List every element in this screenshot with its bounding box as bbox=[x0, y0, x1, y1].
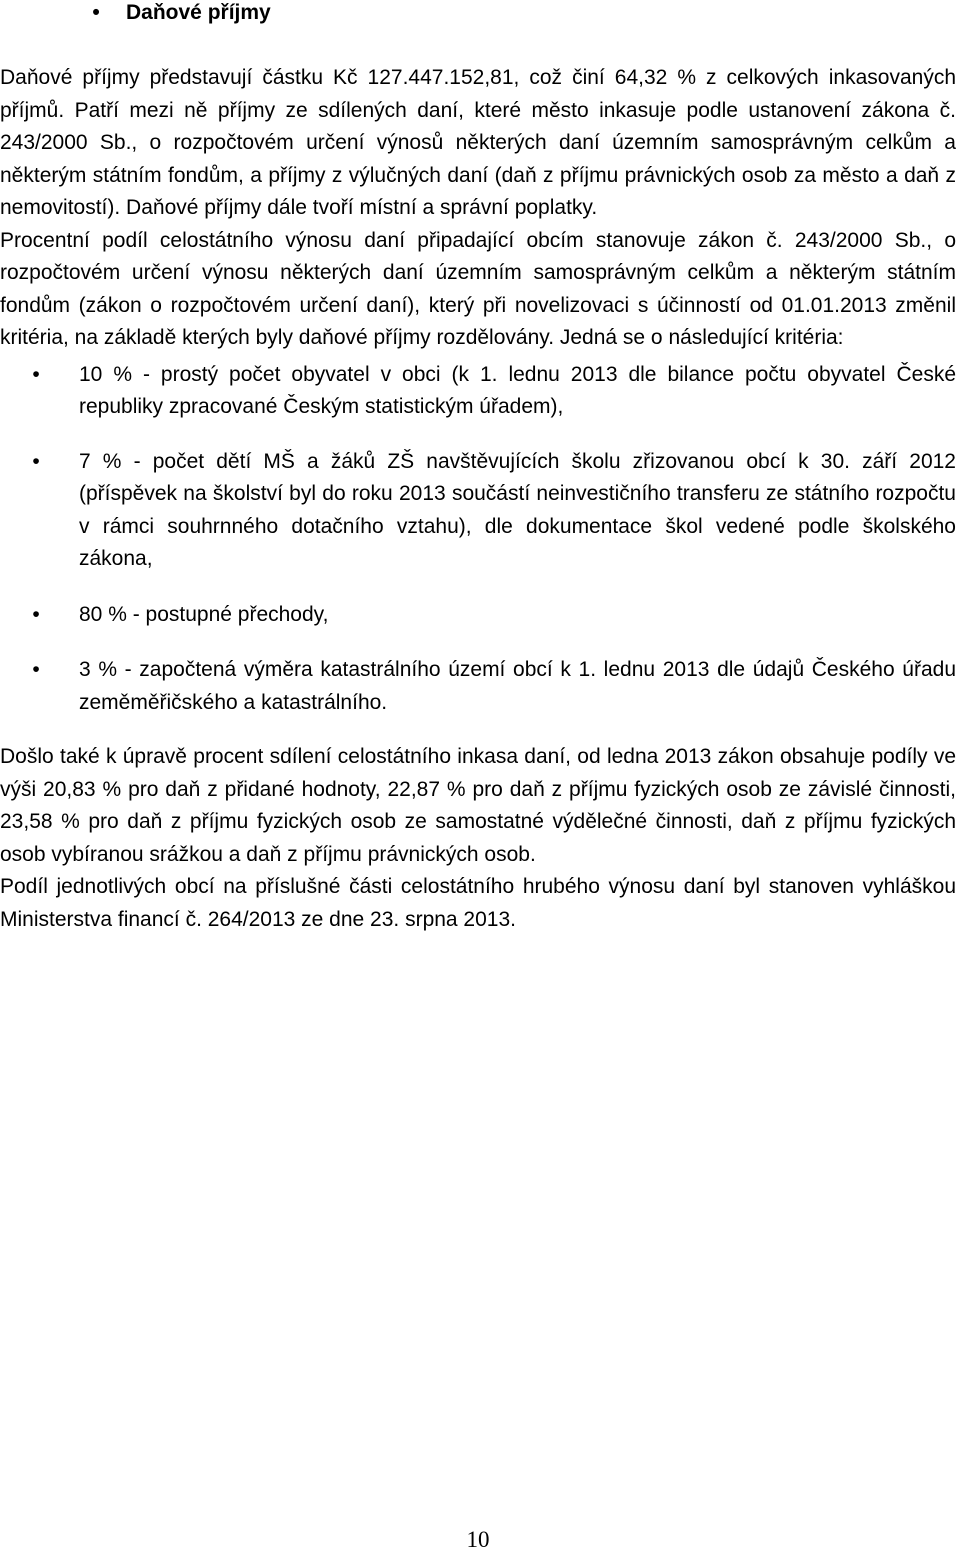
bullet-dot: • bbox=[32, 362, 40, 386]
criteria-item bbox=[0, 599, 956, 632]
criteria-text: 3 % - započtená výměra katastrálního území obcí k 1. lednu 2013 dle údajů Českého úřadu zeměměřičského a katastrálního. bbox=[79, 658, 956, 714]
page-number: 10 bbox=[466, 1527, 490, 1552]
paragraph-tax-sharing-update: Došlo také k úpravě procent sdílení celostátního inkasa daní, od ledna 2013 zákon obsahuje podíly ve výši 20,83 % pro daň z přidané hodnoty, 22,87 % pro daň z příjmu fyzických osob ze závislé činnosti, 23,58 % pro daň z příjmu fyzických osob ze samostatné výdělečné činnosti, daň z příjmu fyzických osob vybíranou srážkou a daň z příjmu právnických osob. bbox=[0, 745, 956, 866]
criteria-text: 10 % - prostý počet obyvatel v obci (k 1. lednu 2013 dle bilance počtu obyvatel České republiky zpracované Českým statistickým úřadem), bbox=[79, 362, 956, 418]
criteria-item bbox=[0, 359, 956, 424]
paragraph-percentage-share-law: Procentní podíl celostátního výnosu daní připadající obcím stanovuje zákon č. 243/2000 Sb., o rozpočtovém určení výnosu některých daní územním samosprávným celkům a některým státním fondům (zákon o rozpočtovém určení daní), který při novelizovaci s účinností od 01.01.2013 změnil kritéria, na základě kterých byly daňové příjmy rozdělovány. Jedná se o následující kritéria: bbox=[0, 228, 956, 349]
bullet-dot: • bbox=[32, 658, 40, 681]
criteria-item bbox=[0, 446, 956, 576]
paragraph-tax-income-summary: Daňové příjmy představují částku Kč 127.447.152,81, což činí 64,32 % z celkových inkasovaných příjmů. Patří mezi ně příjmy ze sdílených daní, které město inkasuje podle ustanovení zákona č. 243/2000 Sb., o rozpočtovém určení výnosů některých daní územním samosprávným celkům a některým státním fondům, a příjmy z výlučných daní (daň z příjmu právnických osob za město a daň z nemovitostí). Daňové příjmy dále tvoří místní a správní poplatky. bbox=[0, 66, 956, 219]
bullet-dot: • bbox=[32, 449, 40, 473]
body-text bbox=[0, 62, 956, 936]
criteria-text: 7 % - počet dětí MŠ a žáků ZŠ navštěvujících školu zřizovanou obcí k 30. září 2012 (příspěvek na školství byl do roku 2013 součástí neinvestičního transferu ze státního rozpočtu v rámci souhrnného dotačního vztahu), dle dokumentace škol vedené podle školského zákona, bbox=[79, 449, 956, 570]
paragraph-ministry-decree: Podíl jednotlivých obcí na příslušné části celostátního hrubého výnosu daní byl stanoven vyhláškou Ministerstva financí č. 264/2013 ze dne 23. srpna 2013. bbox=[0, 875, 956, 931]
criteria-list bbox=[0, 359, 956, 720]
section-heading bbox=[0, 0, 956, 30]
criteria-text: 80 % - postupné přechody, bbox=[79, 602, 329, 626]
heading-title: Daňové příjmy bbox=[126, 1, 271, 24]
criteria-item bbox=[0, 654, 956, 719]
heading-bullet: • bbox=[92, 1, 100, 24]
bullet-dot: • bbox=[32, 602, 40, 626]
